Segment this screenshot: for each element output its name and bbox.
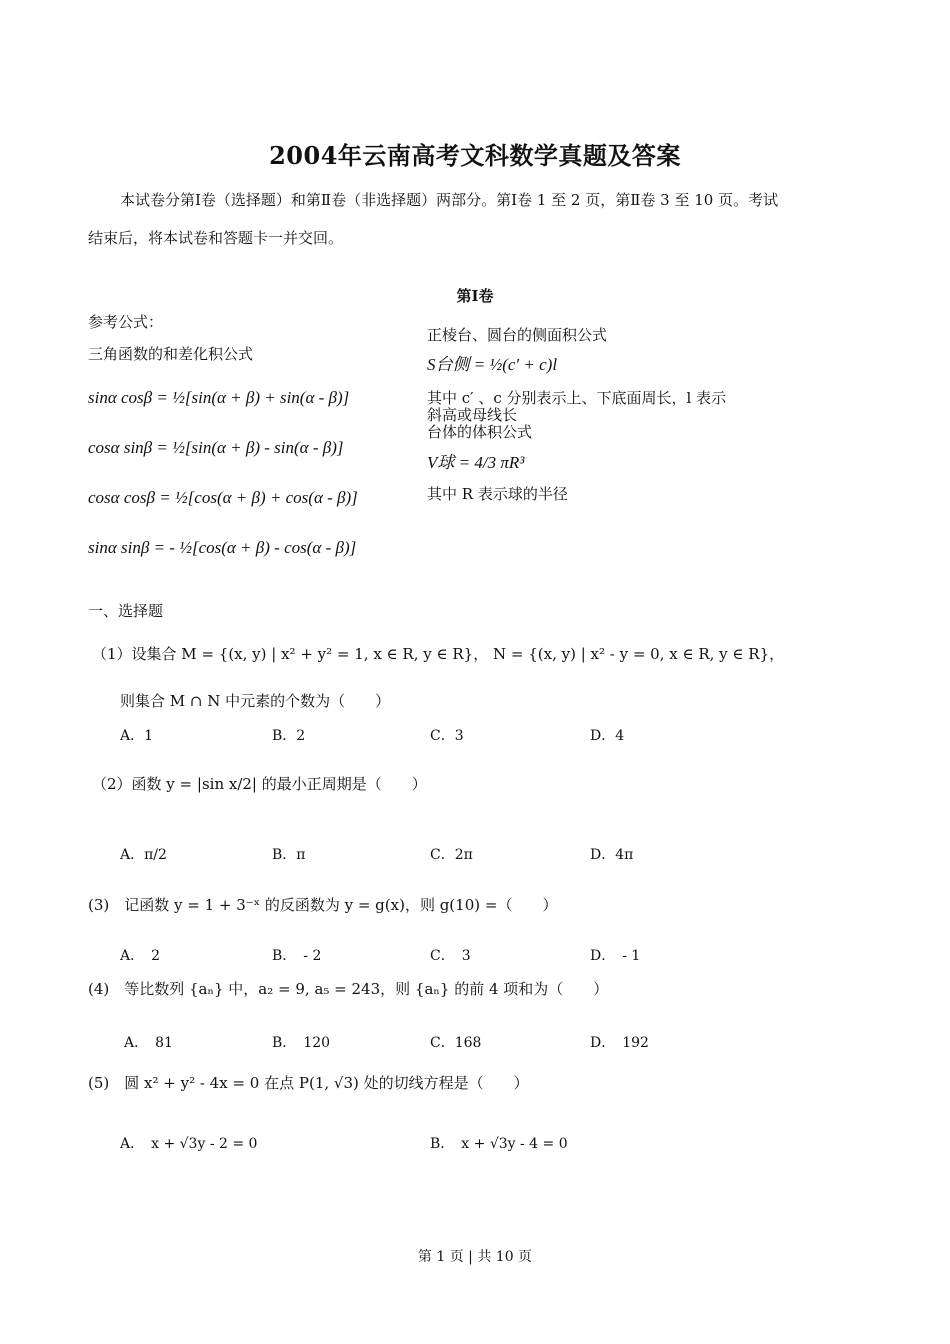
question-3-option-d: D． - 1 <box>590 948 641 964</box>
question-3-option-b: B． - 2 <box>272 948 322 964</box>
question-4-option-b: B． 120 <box>272 1035 331 1051</box>
question-1-option-c: C．3 <box>430 728 464 744</box>
question-1-option-d: D．4 <box>590 728 625 744</box>
question-2-option-b: B．π <box>272 847 306 863</box>
question-4-option-a: A． 81 <box>124 1035 173 1051</box>
trig-heading: 三角函数的和差化积公式 <box>88 345 254 363</box>
frustum-note-2: 斜高或母线长 <box>427 406 518 424</box>
question-4-option-d: D． 192 <box>590 1035 649 1051</box>
trig-formula-1: sinα cosβ = ½[sin(α + β) + sin(α - β)] <box>88 388 350 407</box>
section-heading: 第Ⅰ卷 <box>456 287 494 305</box>
part-heading: 一、选择题 <box>88 602 164 620</box>
intro-line-2: 结束后，将本试卷和答题卡一并交回。 <box>88 229 344 247</box>
volume-formula: V球 = 4/3 πR³ <box>427 453 525 472</box>
question-2-option-c: C．2π <box>430 847 473 863</box>
question-4-stem: (4) 等比数列 {aₙ} 中，a₂ = 9, a₅ = 243，则 {aₙ} 的前 4 项和为（ ） <box>88 980 609 998</box>
question-3-option-c: C． 3 <box>430 948 471 964</box>
question-5-stem: (5) 圆 x² + y² - 4x = 0 在点 P(1, √3) 处的切线方程是（ ） <box>88 1074 529 1092</box>
question-1-option-b: B．2 <box>272 728 306 744</box>
question-1-option-a: A．1 <box>120 728 154 744</box>
volume-heading: 台体的体积公式 <box>427 423 533 441</box>
question-3-stem: (3) 记函数 y = 1 + 3⁻ˣ 的反函数为 y = g(x)，则 g(10) =（ ） <box>88 896 558 914</box>
question-3-option-a: A． 2 <box>120 948 161 964</box>
document-title: 2004年云南高考文科数学真题及答案 <box>269 141 681 170</box>
question-2-option-d: D．4π <box>590 847 634 863</box>
question-2-stem: （2）函数 y = |sin x/2| 的最小正周期是（ ） <box>92 775 427 793</box>
question-1-stem-2: 则集合 M ∩ N 中元素的个数为（ ） <box>120 692 391 710</box>
question-2-option-a: A．π/2 <box>120 847 167 863</box>
question-5-option-a: A． x + √3y - 2 = 0 <box>120 1136 258 1152</box>
question-4-option-c: C．168 <box>430 1035 482 1051</box>
frustum-note-1: 其中 c′ 、c 分别表示上、下底面周长，l 表示 <box>427 389 727 407</box>
trig-formula-2: cosα sinβ = ½[sin(α + β) - sin(α - β)] <box>88 438 344 457</box>
question-5-option-b: B． x + √3y - 4 = 0 <box>430 1136 568 1152</box>
frustum-heading: 正棱台、圆台的侧面积公式 <box>427 326 608 344</box>
reference-label: 参考公式： <box>88 313 164 331</box>
volume-note: 其中 R 表示球的半径 <box>427 485 568 503</box>
page-footer: 第 1 页 | 共 10 页 <box>417 1249 533 1265</box>
trig-formula-3: cosα cosβ = ½[cos(α + β) + cos(α - β)] <box>88 488 358 507</box>
trig-formula-4: sinα sinβ = - ½[cos(α + β) - cos(α - β)] <box>88 538 357 557</box>
intro-line-1: 本试卷分第Ⅰ卷（选择题）和第Ⅱ卷（非选择题）两部分。第Ⅰ卷 1 至 2 页，第Ⅱ卷 3 至 10 页。考试 <box>120 191 779 209</box>
frustum-formula: S台侧 = ½(c′ + c)l <box>427 355 558 374</box>
question-1-stem: （1）设集合 M = {(x, y) | x² + y² = 1, x ∈ R, y ∈ R}， N = {(x, y) | x² - y = 0, x ∈ R, y ∈ R}， <box>92 645 785 663</box>
